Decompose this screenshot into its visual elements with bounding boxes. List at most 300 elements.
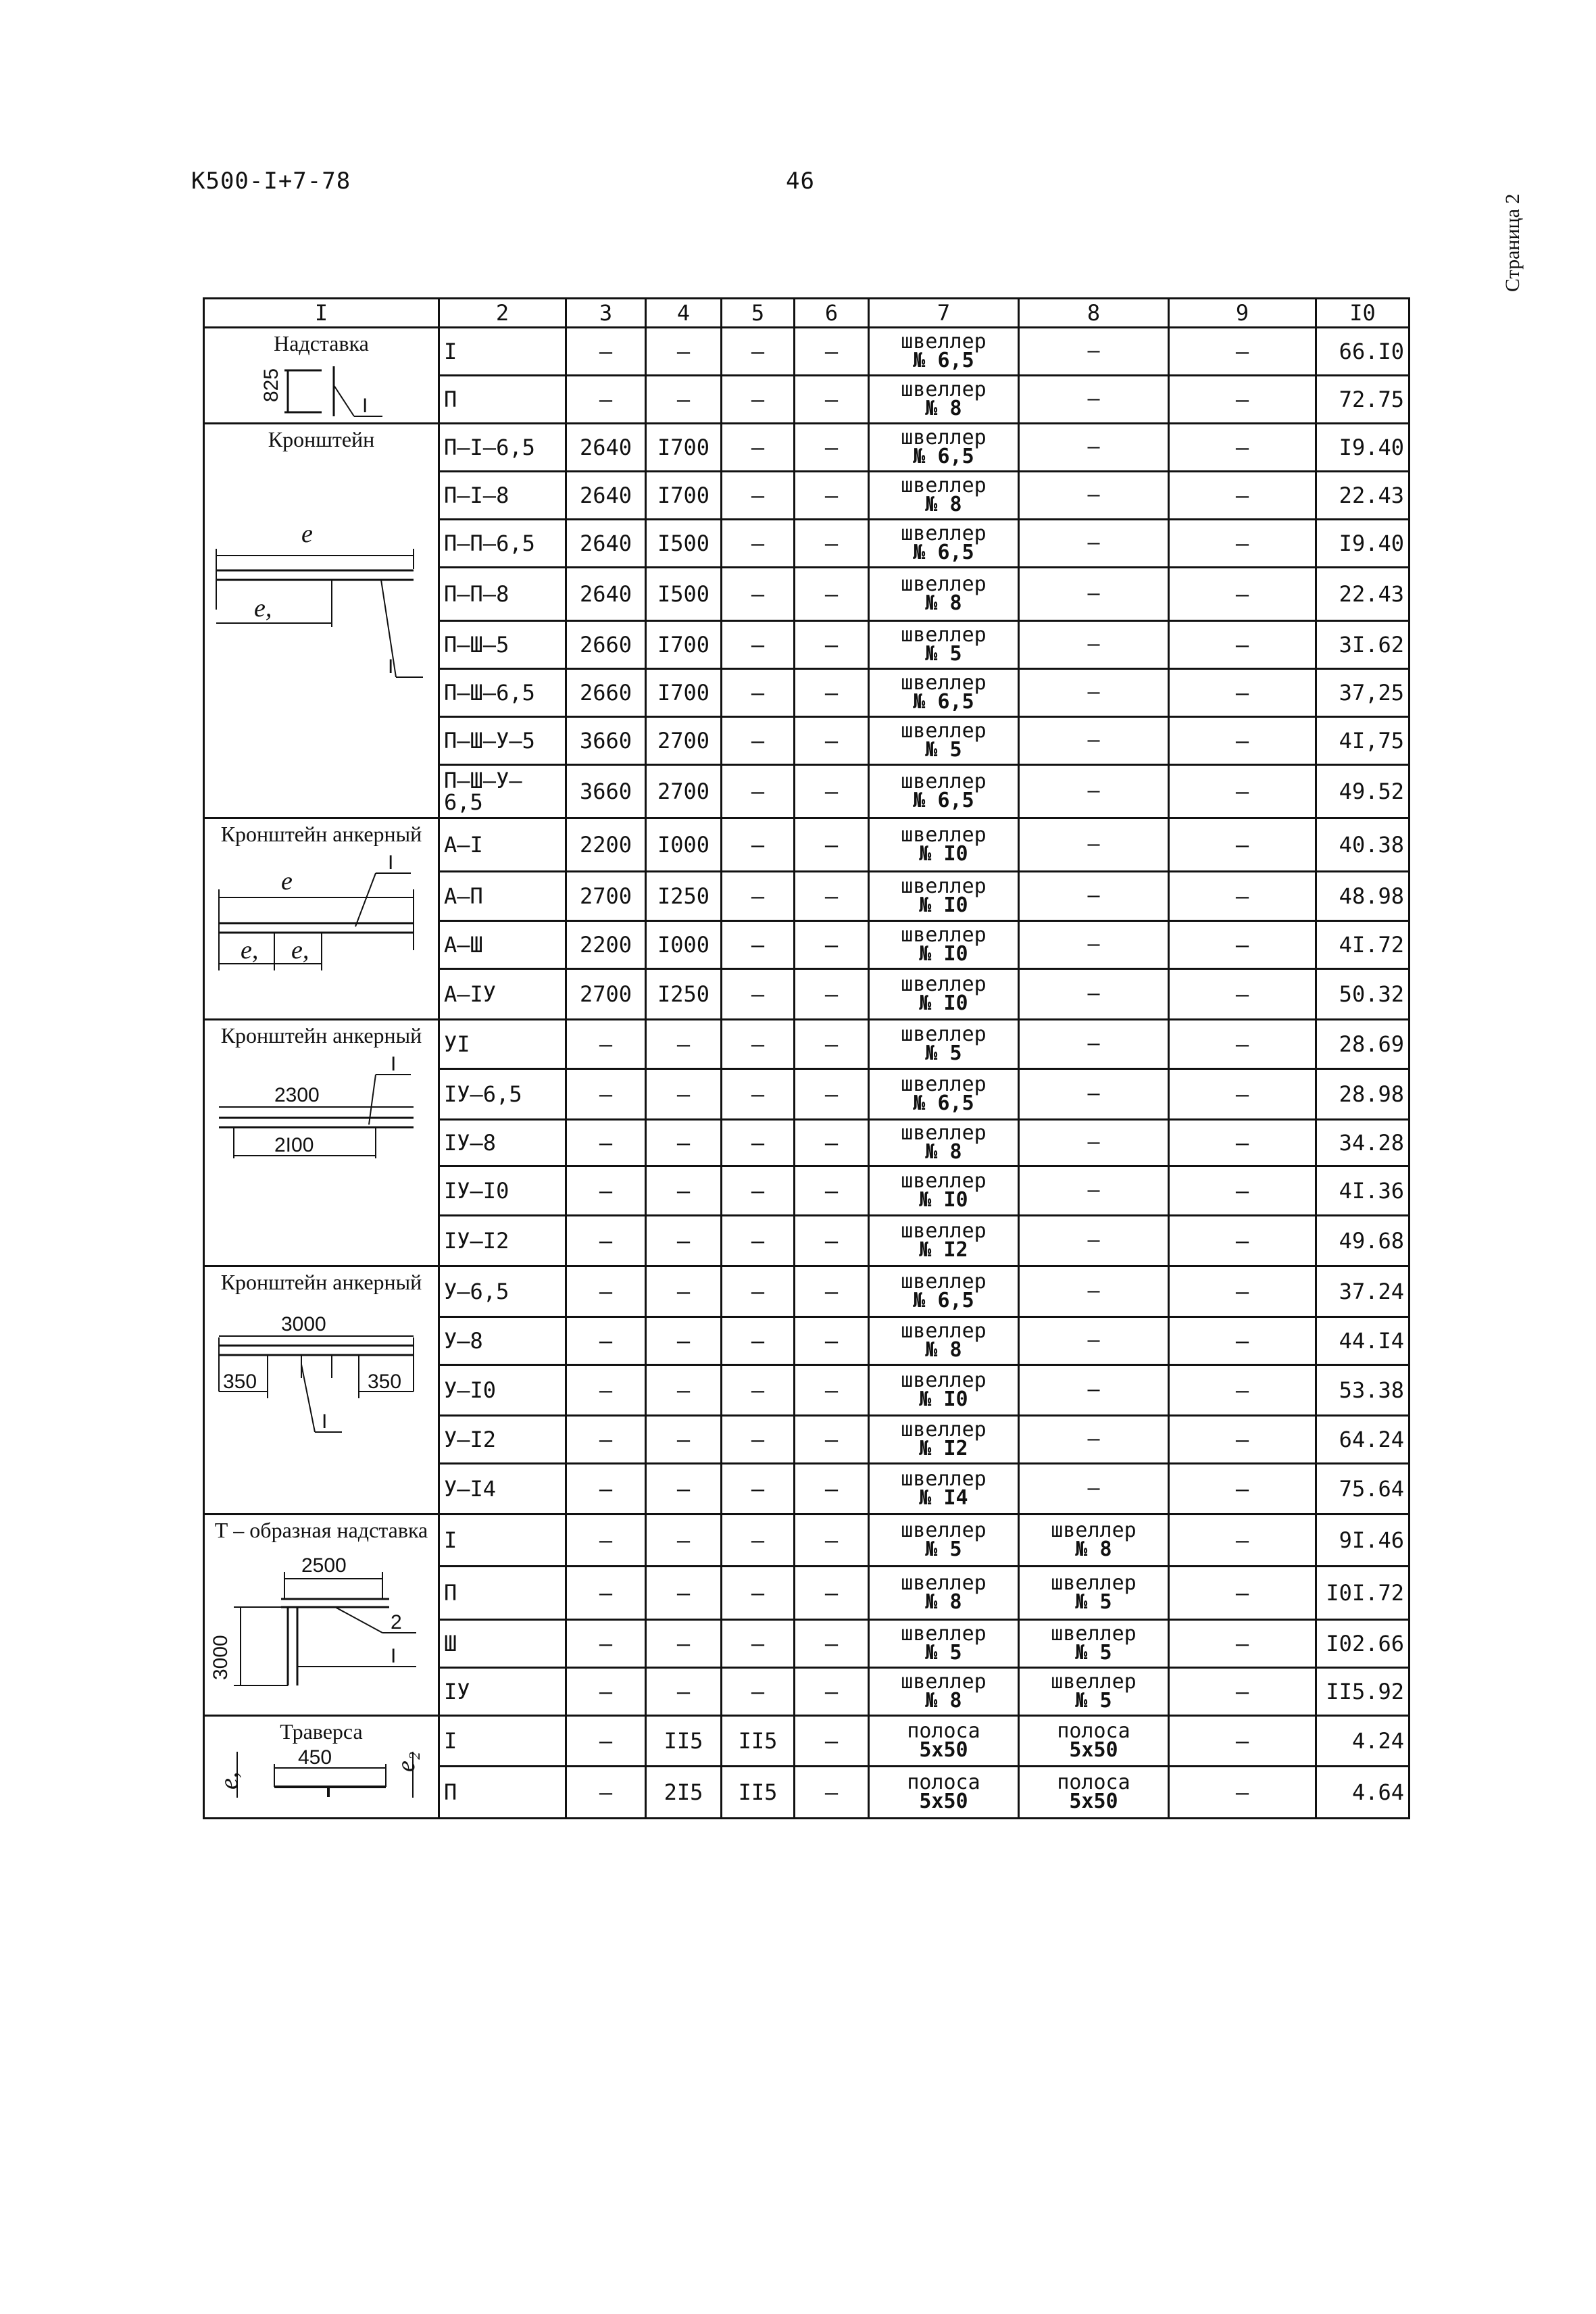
sketch-mark: I — [390, 1053, 396, 1075]
col6-cell: – — [795, 1668, 869, 1716]
mark-cell: У–6,5 — [439, 1266, 566, 1317]
material-name: – — [1087, 1178, 1100, 1202]
col4-cell: I250 — [646, 872, 722, 921]
column-number-3: 3 — [566, 299, 646, 328]
col5-cell: – — [722, 1317, 795, 1365]
material-name: швеллер — [901, 1368, 987, 1392]
sketch-e2: e₂ — [391, 1751, 420, 1772]
sketch-e1: e, — [214, 1771, 243, 1790]
material-number: № I0 — [919, 942, 968, 966]
mass-cell: 44.I4 — [1316, 1317, 1410, 1365]
col4-cell: II5 — [646, 1716, 722, 1767]
material-number: 5x50 — [919, 1790, 968, 1813]
material-name: швеллер — [1051, 1669, 1137, 1694]
material-name: – — [1087, 1081, 1100, 1106]
material-number: № 8 — [1075, 1537, 1112, 1561]
material-cell-7 — [869, 1620, 1019, 1668]
col5-cell: – — [722, 1668, 795, 1716]
col9-cell: – — [1169, 1416, 1316, 1464]
col4-cell: – — [646, 376, 722, 424]
material-number: № 6,5 — [913, 1091, 974, 1115]
col4-cell: 2I5 — [646, 1767, 722, 1819]
material-cell-7 — [869, 1266, 1019, 1317]
col3-cell: – — [566, 1416, 646, 1464]
col4-cell: – — [646, 1416, 722, 1464]
col5-cell: – — [722, 1567, 795, 1620]
material-name: полоса — [1057, 1770, 1130, 1794]
material-name: швеллер — [901, 1269, 987, 1294]
material-name: швеллер — [901, 1218, 987, 1243]
material-cell-8 — [1019, 1166, 1169, 1216]
col6-cell: – — [795, 1515, 869, 1567]
material-cell-8 — [1019, 921, 1169, 969]
material-cell-8 — [1019, 1464, 1169, 1515]
material-name: – — [1087, 1130, 1100, 1154]
material-name: – — [1087, 1476, 1100, 1500]
table-row — [204, 1020, 1410, 1069]
material-name: швеллер — [1051, 1518, 1137, 1542]
col3-cell: – — [566, 1069, 646, 1120]
sketch-top-dim: 2300 — [274, 1084, 320, 1106]
material-name: – — [1087, 981, 1100, 1006]
material-number: № 6,5 — [913, 541, 974, 564]
material-number: № 8 — [925, 1590, 962, 1614]
group-cell — [204, 1515, 439, 1716]
col3-cell: 2640 — [566, 472, 646, 520]
material-cell-7 — [869, 568, 1019, 621]
material-number: № I0 — [919, 1188, 968, 1212]
material-cell-7 — [869, 424, 1019, 472]
col3-cell: – — [566, 1266, 646, 1317]
col3-cell: – — [566, 1716, 646, 1767]
bracket-sketch — [214, 454, 430, 711]
col4-cell: I700 — [646, 472, 722, 520]
col5-cell: – — [722, 872, 795, 921]
mass-cell: 40.38 — [1316, 818, 1410, 872]
material-number: № 8 — [925, 397, 962, 420]
material-cell-8 — [1019, 818, 1169, 872]
col4-cell: – — [646, 1020, 722, 1069]
material-cell-8 — [1019, 472, 1169, 520]
material-cell-8 — [1019, 1515, 1169, 1567]
col3-cell: – — [566, 1668, 646, 1716]
material-name: швеллер — [901, 1417, 987, 1442]
sketch-mark-1: I — [390, 1645, 396, 1667]
material-cell-7 — [869, 1567, 1019, 1620]
material-name: – — [1087, 339, 1100, 363]
col6-cell: – — [795, 1767, 869, 1819]
mark-cell: IУ–8 — [439, 1120, 566, 1166]
group-cell — [204, 1716, 439, 1819]
mark-cell: А–IУ — [439, 969, 566, 1020]
material-number: № 5 — [925, 642, 962, 666]
material-name: швеллер — [901, 622, 987, 647]
material-cell-8 — [1019, 1216, 1169, 1266]
mass-cell: 75.64 — [1316, 1464, 1410, 1515]
mass-cell: 66.I0 — [1316, 328, 1410, 376]
material-name: швеллер — [901, 874, 987, 898]
column-number-1: I — [204, 299, 439, 328]
mass-cell: 9I.46 — [1316, 1515, 1410, 1567]
column-number-9: 9 — [1169, 299, 1316, 328]
material-name: швеллер — [901, 718, 987, 743]
col9-cell: – — [1169, 1365, 1316, 1416]
material-cell-8 — [1019, 520, 1169, 568]
table-row — [204, 1515, 1410, 1567]
col6-cell: – — [795, 717, 869, 765]
material-cell-7 — [869, 872, 1019, 921]
col5-cell: II5 — [722, 1767, 795, 1819]
material-cell-7 — [869, 1416, 1019, 1464]
material-cell-7 — [869, 818, 1019, 872]
col4-cell: – — [646, 1620, 722, 1668]
col4-cell: – — [646, 1365, 722, 1416]
material-name: швеллер — [901, 572, 987, 596]
col9-cell: – — [1169, 424, 1316, 472]
anchor-bracket-sketch-c — [214, 1297, 430, 1452]
col9-cell: – — [1169, 717, 1316, 765]
col9-cell: – — [1169, 818, 1316, 872]
col4-cell: I500 — [646, 568, 722, 621]
table-row — [204, 328, 1410, 376]
t-extension-sketch — [209, 1545, 430, 1700]
col5-cell: – — [722, 969, 795, 1020]
sketch-length-2: e, — [291, 936, 309, 964]
col4-cell: – — [646, 328, 722, 376]
material-cell-7 — [869, 472, 1019, 520]
col3-cell: – — [566, 1166, 646, 1216]
material-cell-8 — [1019, 1069, 1169, 1120]
material-name: швеллер — [901, 329, 987, 353]
material-number: № 6,5 — [913, 789, 974, 812]
table-row — [204, 818, 1410, 872]
col3-cell: – — [566, 1620, 646, 1668]
mark-cell: А–I — [439, 818, 566, 872]
anchor-bracket-sketch-b — [214, 1050, 430, 1185]
col3-cell: 2640 — [566, 424, 646, 472]
col9-cell: – — [1169, 472, 1316, 520]
col9-cell: – — [1169, 1317, 1316, 1365]
material-name: швеллер — [901, 1072, 987, 1096]
col3-cell: 2700 — [566, 969, 646, 1020]
mark-cell: П–I–8 — [439, 472, 566, 520]
material-name: швеллер — [901, 1168, 987, 1193]
mark-cell: П–Ш–У–6,5 — [439, 765, 566, 818]
material-cell-8 — [1019, 765, 1169, 818]
sketch-top-dim: 450 — [297, 1746, 332, 1769]
material-name: швеллер — [901, 1669, 987, 1694]
col6-cell: – — [795, 1620, 869, 1668]
col4-cell: I700 — [646, 669, 722, 717]
col5-cell: – — [722, 765, 795, 818]
mass-cell: 3I.62 — [1316, 621, 1410, 669]
material-name: швеллер — [901, 1621, 987, 1646]
material-number: № 5 — [925, 738, 962, 762]
col6-cell: – — [795, 1464, 869, 1515]
material-cell-7 — [869, 1069, 1019, 1120]
material-name: – — [1087, 883, 1100, 908]
sketch-mark: I — [387, 852, 393, 874]
col9-cell: – — [1169, 621, 1316, 669]
col4-cell: – — [646, 1317, 722, 1365]
col9-cell: – — [1169, 376, 1316, 424]
col5-cell: – — [722, 424, 795, 472]
material-number: № 5 — [925, 1041, 962, 1065]
material-number: 5x50 — [919, 1738, 968, 1762]
column-number-4: 4 — [646, 299, 722, 328]
col3-cell: – — [566, 1567, 646, 1620]
material-number: № I0 — [919, 842, 968, 866]
material-cell-7 — [869, 765, 1019, 818]
col3-cell: – — [566, 1365, 646, 1416]
material-number: № 5 — [1075, 1689, 1112, 1713]
mark-cell: У–8 — [439, 1317, 566, 1365]
sketch-top-dim: 2500 — [301, 1554, 347, 1577]
material-name: – — [1087, 531, 1100, 555]
col5-cell: – — [722, 669, 795, 717]
col3-cell: – — [566, 376, 646, 424]
mass-cell: 49.52 — [1316, 765, 1410, 818]
col4-cell: I700 — [646, 424, 722, 472]
material-number: 5x50 — [1069, 1738, 1118, 1762]
material-name: швеллер — [901, 521, 987, 545]
material-cell-8 — [1019, 621, 1169, 669]
material-name: швеллер — [901, 1467, 987, 1491]
col4-cell: – — [646, 1120, 722, 1166]
material-cell-8 — [1019, 1416, 1169, 1464]
group-name: Кронштейн анкерный — [220, 1270, 422, 1294]
material-name: – — [1087, 932, 1100, 956]
col6-cell: – — [795, 1716, 869, 1767]
sketch-length: e — [301, 520, 313, 548]
mark-cell: IУ–I0 — [439, 1166, 566, 1216]
col5-cell: II5 — [722, 1716, 795, 1767]
material-number: 5x50 — [1069, 1790, 1118, 1813]
mass-cell: 53.38 — [1316, 1365, 1410, 1416]
col9-cell: – — [1169, 1515, 1316, 1567]
col6-cell: – — [795, 328, 869, 376]
col5-cell: – — [722, 1166, 795, 1216]
col6-cell: – — [795, 1216, 869, 1266]
mark-cell: У–I4 — [439, 1464, 566, 1515]
material-number: № 8 — [925, 1140, 962, 1164]
material-name: швеллер — [901, 1022, 987, 1046]
col9-cell: – — [1169, 969, 1316, 1020]
mass-cell: 28.98 — [1316, 1069, 1410, 1120]
material-name: полоса — [907, 1770, 980, 1794]
col5-cell: – — [722, 472, 795, 520]
group-name: Кронштейн анкерный — [220, 822, 422, 846]
mark-cell: П — [439, 1767, 566, 1819]
col6-cell: – — [795, 621, 869, 669]
material-cell-8 — [1019, 669, 1169, 717]
col5-cell: – — [722, 1120, 795, 1166]
material-name: швеллер — [901, 1121, 987, 1145]
col4-cell: – — [646, 1216, 722, 1266]
col3-cell: – — [566, 1020, 646, 1069]
mass-cell: 4I.36 — [1316, 1166, 1410, 1216]
sketch-right-dim: 350 — [367, 1371, 401, 1393]
material-name: швеллер — [901, 822, 987, 847]
document-code: К500-I+7-78 — [191, 168, 351, 195]
col6-cell: – — [795, 568, 869, 621]
col6-cell: – — [795, 424, 869, 472]
col9-cell: – — [1169, 669, 1316, 717]
col9-cell: – — [1169, 1716, 1316, 1767]
material-cell-8 — [1019, 1767, 1169, 1819]
group-name: Надставка — [274, 331, 369, 355]
column-number-7: 7 — [869, 299, 1019, 328]
col3-cell: – — [566, 1317, 646, 1365]
col4-cell: 2700 — [646, 765, 722, 818]
col5-cell: – — [722, 621, 795, 669]
material-cell-8 — [1019, 568, 1169, 621]
column-number-row — [204, 299, 1410, 328]
col9-cell: – — [1169, 520, 1316, 568]
material-name: – — [1087, 1377, 1100, 1402]
col6-cell: – — [795, 1317, 869, 1365]
col9-cell: – — [1169, 1120, 1316, 1166]
material-cell-8 — [1019, 1120, 1169, 1166]
column-number-8: 8 — [1019, 299, 1169, 328]
mass-cell: 22.43 — [1316, 472, 1410, 520]
col4-cell: I000 — [646, 818, 722, 872]
mark-cell: Ш — [439, 1620, 566, 1668]
sketch-length-1: e, — [253, 594, 272, 622]
material-name: – — [1087, 1328, 1100, 1352]
mark-cell: IУ–I2 — [439, 1216, 566, 1266]
mark-cell: IУ–6,5 — [439, 1069, 566, 1120]
mass-cell: 37,25 — [1316, 669, 1410, 717]
col4-cell: – — [646, 1567, 722, 1620]
sketch-height-dim: 3000 — [209, 1635, 232, 1680]
material-number: № I4 — [919, 1486, 968, 1510]
material-cell-7 — [869, 328, 1019, 376]
material-name: – — [1087, 832, 1100, 856]
material-cell-8 — [1019, 424, 1169, 472]
col5-cell: – — [722, 1266, 795, 1317]
column-number-2: 2 — [439, 299, 566, 328]
material-cell-7 — [869, 1365, 1019, 1416]
col3-cell: – — [566, 1120, 646, 1166]
sketch-top-dim: 3000 — [280, 1313, 326, 1335]
mass-cell: I9.40 — [1316, 424, 1410, 472]
col6-cell: – — [795, 669, 869, 717]
col3-cell: 2640 — [566, 520, 646, 568]
side-page-note: Страница 2 — [1501, 193, 1524, 292]
mass-cell: 28.69 — [1316, 1020, 1410, 1069]
col9-cell: – — [1169, 1266, 1316, 1317]
col5-cell: – — [722, 818, 795, 872]
col6-cell: – — [795, 765, 869, 818]
mark-cell: IУ — [439, 1668, 566, 1716]
material-name: швеллер — [901, 1571, 987, 1595]
col9-cell: – — [1169, 568, 1316, 621]
col5-cell: – — [722, 1515, 795, 1567]
col4-cell: I700 — [646, 621, 722, 669]
material-number: № 6,5 — [913, 445, 974, 468]
material-cell-8 — [1019, 717, 1169, 765]
col6-cell: – — [795, 1069, 869, 1120]
material-name: – — [1087, 1031, 1100, 1056]
sketch-mark: I — [361, 395, 368, 417]
mark-cell: П–П–6,5 — [439, 520, 566, 568]
col4-cell: – — [646, 1166, 722, 1216]
col5-cell: – — [722, 1020, 795, 1069]
col6-cell: – — [795, 520, 869, 568]
material-cell-8 — [1019, 969, 1169, 1020]
col6-cell: – — [795, 969, 869, 1020]
material-name: швеллер — [901, 1319, 987, 1343]
material-cell-7 — [869, 376, 1019, 424]
mark-cell: П — [439, 376, 566, 424]
material-cell-7 — [869, 1767, 1019, 1819]
col4-cell: 2700 — [646, 717, 722, 765]
extension-sketch — [247, 358, 396, 419]
material-cell-7 — [869, 1317, 1019, 1365]
mark-cell: У–I2 — [439, 1416, 566, 1464]
traverse-sketch — [210, 1746, 433, 1800]
col9-cell: – — [1169, 1767, 1316, 1819]
mass-cell: I02.66 — [1316, 1620, 1410, 1668]
material-number: № I0 — [919, 893, 968, 917]
specification-table — [203, 297, 1410, 1819]
mark-cell: УI — [439, 1020, 566, 1069]
material-name: – — [1087, 1279, 1100, 1303]
mass-cell: 34.28 — [1316, 1120, 1410, 1166]
material-number: № I2 — [919, 1437, 968, 1460]
col6-cell: – — [795, 1020, 869, 1069]
material-name: полоса — [907, 1719, 980, 1743]
material-name: – — [1087, 779, 1100, 803]
anchor-bracket-sketch-a — [214, 849, 430, 984]
mass-cell: I9.40 — [1316, 520, 1410, 568]
page-number: 46 — [786, 168, 815, 195]
material-name: швеллер — [901, 972, 987, 996]
sketch-mark-2: 2 — [390, 1611, 402, 1633]
sketch-mark: I — [387, 656, 393, 678]
group-cell — [204, 1266, 439, 1515]
col4-cell: – — [646, 1464, 722, 1515]
material-name: швеллер — [901, 670, 987, 695]
material-number: № 8 — [925, 591, 962, 615]
sketch-left-dim: 350 — [222, 1371, 257, 1393]
material-cell-8 — [1019, 376, 1169, 424]
col3-cell: – — [566, 1464, 646, 1515]
material-cell-8 — [1019, 1266, 1169, 1317]
material-number: № I0 — [919, 991, 968, 1015]
mark-cell: П–I–6,5 — [439, 424, 566, 472]
mark-cell: П–Ш–У–5 — [439, 717, 566, 765]
mass-cell: 49.68 — [1316, 1216, 1410, 1266]
col5-cell: – — [722, 328, 795, 376]
mark-cell: А–П — [439, 872, 566, 921]
col5-cell: – — [722, 1069, 795, 1120]
material-name: швеллер — [901, 425, 987, 449]
col6-cell: – — [795, 1365, 869, 1416]
col4-cell: I000 — [646, 921, 722, 969]
table-row — [204, 1266, 1410, 1317]
material-number: № 8 — [925, 493, 962, 516]
material-name: швеллер — [901, 377, 987, 401]
material-cell-7 — [869, 669, 1019, 717]
material-name: – — [1087, 387, 1100, 411]
group-cell — [204, 424, 439, 818]
col9-cell: – — [1169, 328, 1316, 376]
col3-cell: 2660 — [566, 621, 646, 669]
material-number: № 5 — [925, 1537, 962, 1561]
col5-cell: – — [722, 1416, 795, 1464]
